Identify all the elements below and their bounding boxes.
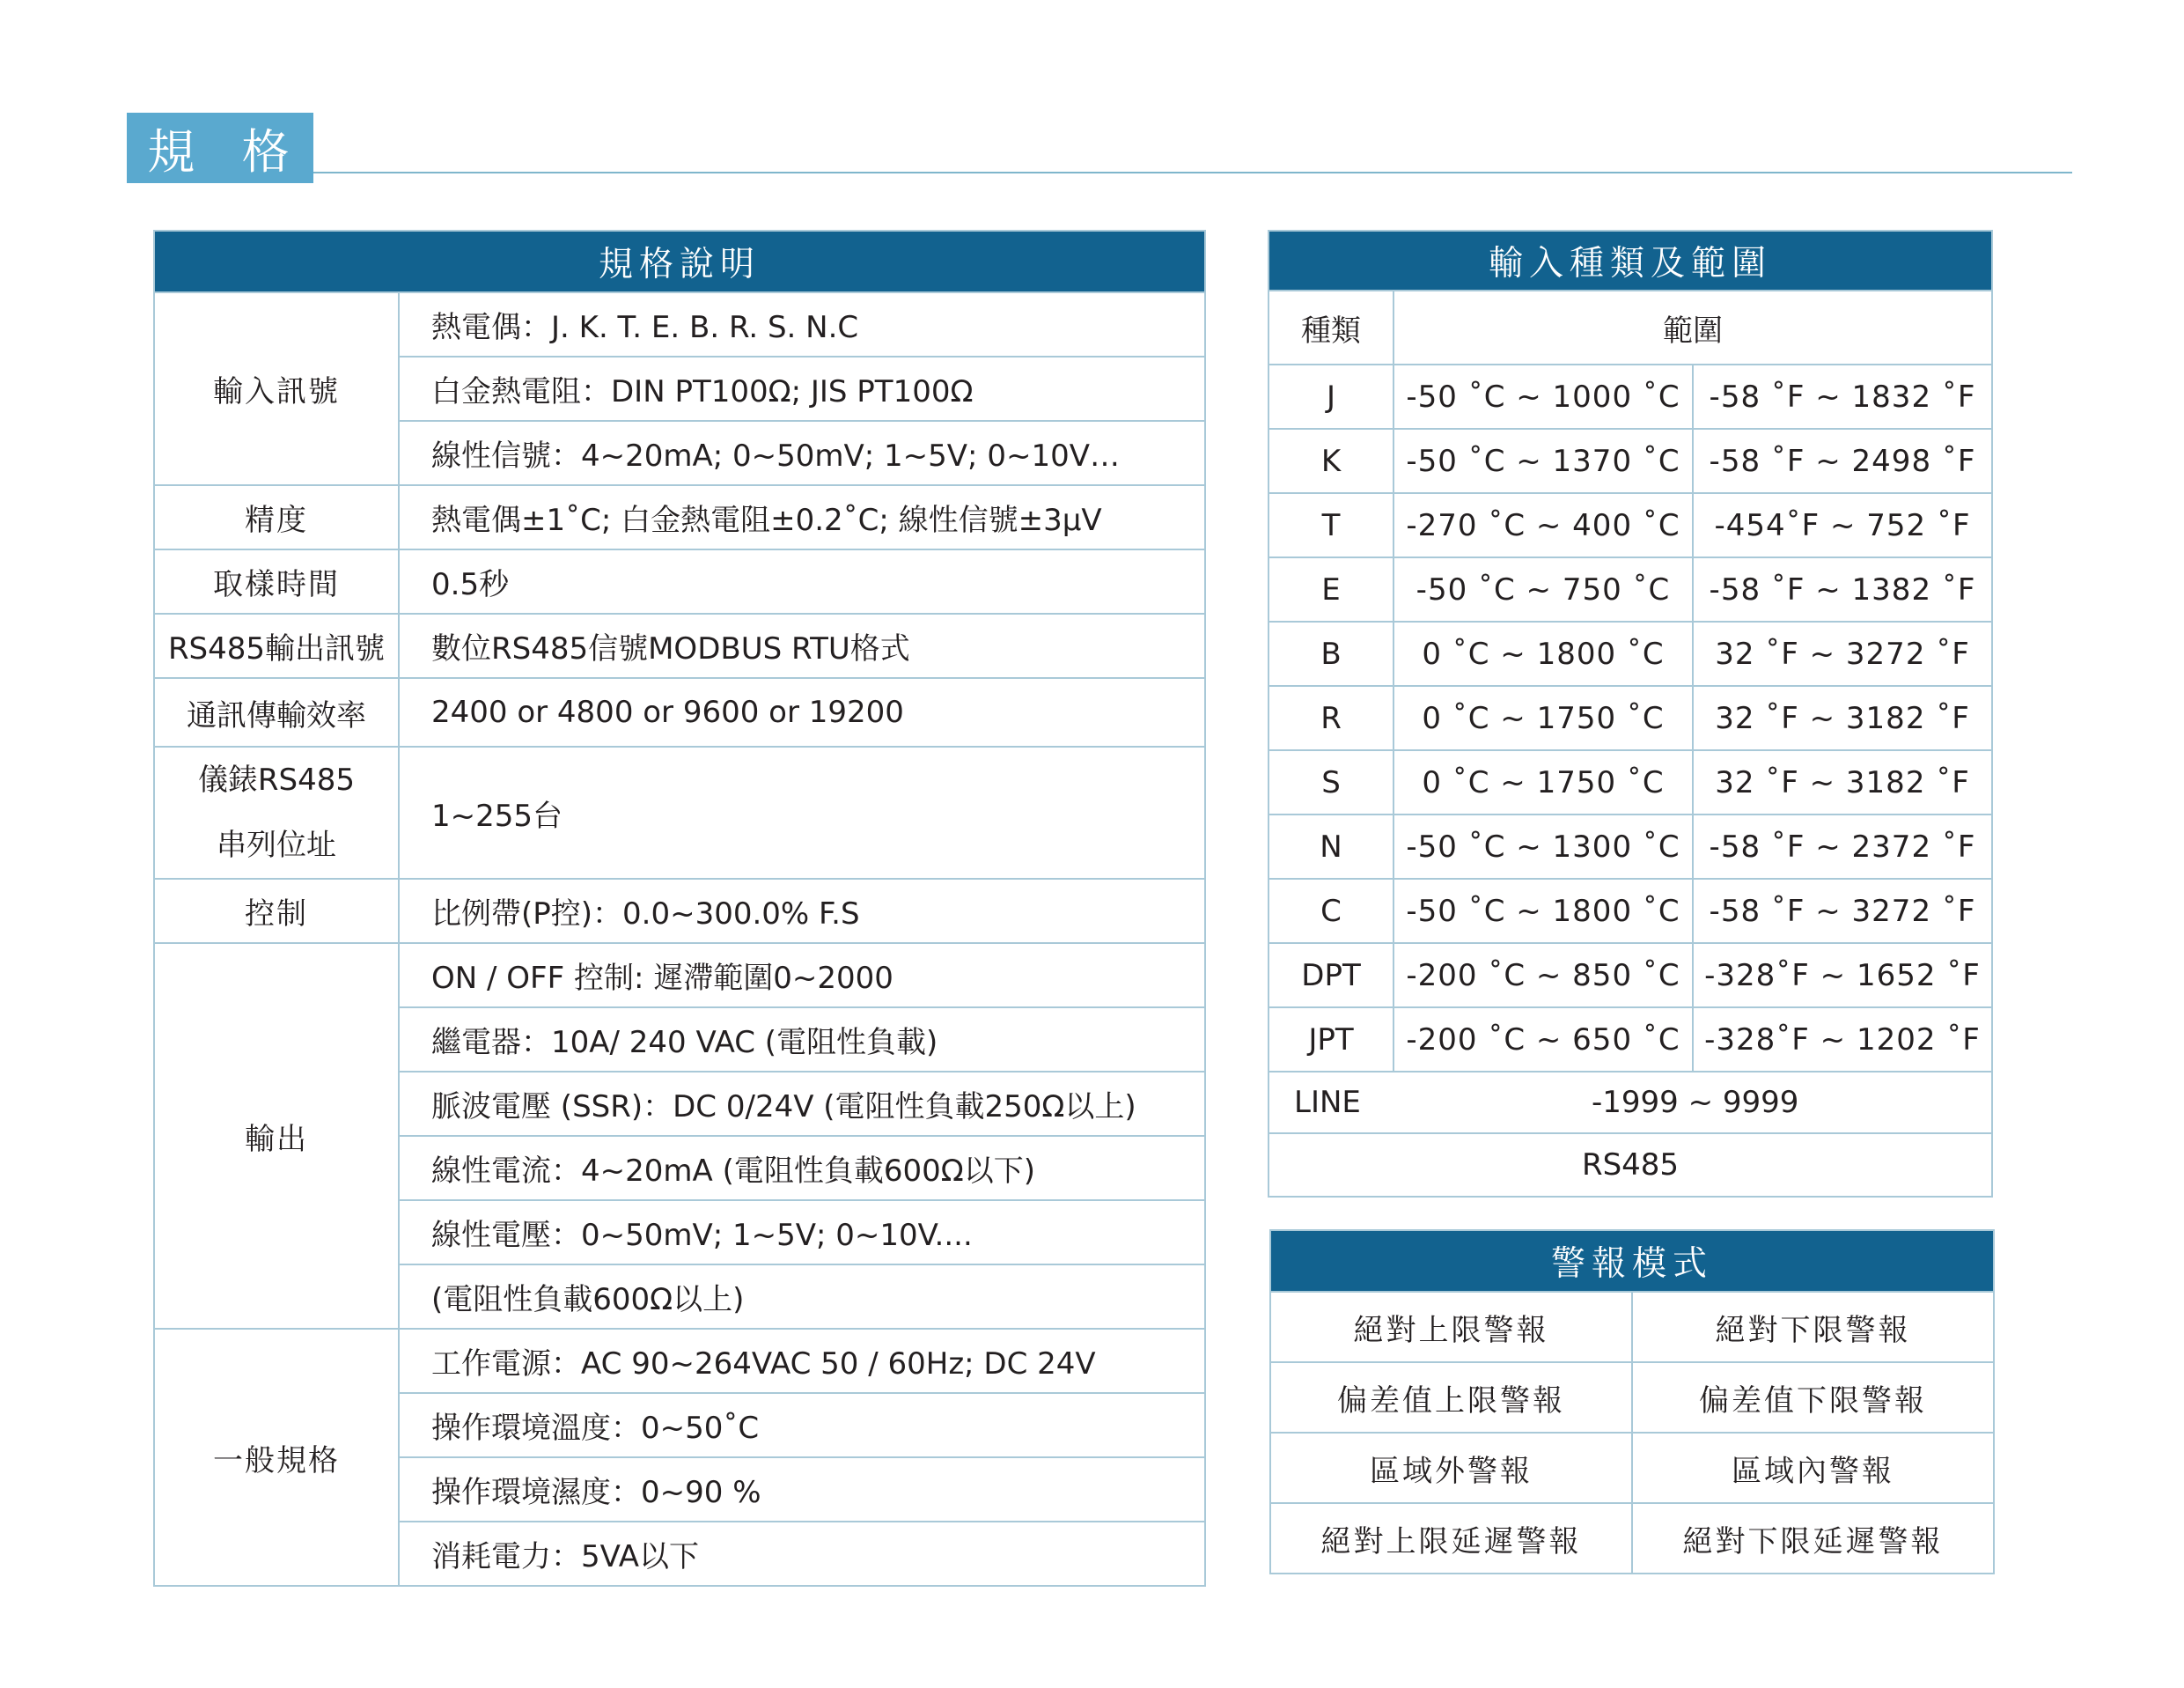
spec-value: 線性電流：4~20mA (電阻性負載600Ω以下) — [399, 1136, 1205, 1200]
range-celsius: 0 ˚C ~ 1800 ˚C — [1393, 622, 1693, 686]
spec-label-input: 輸入訊號 — [154, 292, 399, 485]
spec-value: 1~255台 — [399, 747, 1205, 879]
range-celsius: 0 ˚C ~ 1750 ˚C — [1393, 750, 1693, 815]
range-celsius: -200 ˚C ~ 850 ˚C — [1393, 943, 1693, 1007]
range-celsius: -50 ˚C ~ 1370 ˚C — [1393, 429, 1693, 493]
spec-label-output: 輸出 — [154, 943, 399, 1329]
range-type: DPT — [1268, 943, 1393, 1007]
spec-value: (電阻性負載600Ω以上) — [399, 1264, 1205, 1329]
line-label: LINE — [1294, 1085, 1361, 1120]
range-type: K — [1268, 429, 1393, 493]
spec-label-baud: 通訊傳輸效率 — [154, 678, 399, 747]
range-fahrenheit: -58 ˚F ~ 1832 ˚F — [1693, 365, 1992, 429]
range-type: R — [1268, 686, 1393, 750]
spec-value: 工作電源：AC 90~264VAC 50 / 60Hz; DC 24V — [399, 1329, 1205, 1393]
spec-table — [153, 230, 1206, 1587]
spec-label-address-line1: 儀錶RS485 — [197, 763, 356, 798]
range-fahrenheit: 32 ˚F ~ 3182 ˚F — [1693, 750, 1992, 815]
range-fahrenheit: -58 ˚F ~ 2372 ˚F — [1693, 815, 1992, 879]
spec-value: ON / OFF 控制: 遲滯範圍0~2000 — [399, 943, 1205, 1007]
spec-label-address — [154, 747, 399, 879]
spec-value: 消耗電力：5VA以下 — [399, 1522, 1205, 1586]
alarm-mode-cell: 區域外警報 — [1270, 1433, 1632, 1503]
input-range-header: 輸入種類及範圍 — [1268, 231, 1992, 291]
rs485-row: RS485 — [1268, 1133, 1992, 1197]
range-type: E — [1268, 557, 1393, 622]
range-type: JPT — [1268, 1007, 1393, 1072]
input-range-table — [1268, 230, 1993, 1198]
range-fahrenheit: 32 ˚F ~ 3182 ˚F — [1693, 686, 1992, 750]
line-row — [1268, 1072, 1992, 1133]
range-celsius: -50 ˚C ~ 1300 ˚C — [1393, 815, 1693, 879]
range-celsius: 0 ˚C ~ 1750 ˚C — [1393, 686, 1693, 750]
line-range: -1999 ~ 9999 — [1592, 1085, 1799, 1120]
alarm-mode-cell: 區域內警報 — [1632, 1433, 1994, 1503]
range-fahrenheit: -58 ˚F ~ 1382 ˚F — [1693, 557, 1992, 622]
col-type-header: 種類 — [1268, 291, 1393, 365]
spec-label-rs485-output: RS485輸出訊號 — [154, 614, 399, 678]
spec-value: 繼電器：10A/ 240 VAC (電阻性負載) — [399, 1007, 1205, 1072]
range-type: J — [1268, 365, 1393, 429]
range-type: T — [1268, 493, 1393, 557]
alarm-mode-cell: 絕對上限延遲警報 — [1270, 1503, 1632, 1574]
spec-value: 線性信號：4~20mA; 0~50mV; 1~5V; 0~10V… — [399, 421, 1205, 485]
range-type: S — [1268, 750, 1393, 815]
spec-value: 熱電偶：J. K. T. E. B. R. S. N.C — [399, 292, 1205, 357]
range-fahrenheit: 32 ˚F ~ 3272 ˚F — [1693, 622, 1992, 686]
alarm-mode-cell: 絕對下限延遲警報 — [1632, 1503, 1994, 1574]
range-fahrenheit: -454˚F ~ 752 ˚F — [1693, 493, 1992, 557]
range-celsius: -50 ˚C ~ 750 ˚C — [1393, 557, 1693, 622]
alarm-mode-header: 警報模式 — [1270, 1230, 1994, 1292]
spec-label-sampling: 取樣時間 — [154, 549, 399, 614]
alarm-mode-cell: 偏差值下限警報 — [1632, 1362, 1994, 1433]
range-celsius: -270 ˚C ~ 400 ˚C — [1393, 493, 1693, 557]
spec-label-control: 控制 — [154, 879, 399, 943]
spec-value: 2400 or 4800 or 9600 or 19200 — [399, 678, 1205, 747]
spec-value: 0.5秒 — [399, 549, 1205, 614]
spec-value: 白金熱電阻：DIN PT100Ω; JIS PT100Ω — [399, 357, 1205, 421]
spec-value: 線性電壓：0~50mV; 1~5V; 0~10V.... — [399, 1200, 1205, 1264]
alarm-mode-cell: 絕對下限警報 — [1632, 1292, 1994, 1362]
spec-label-address-line2: 串列位址 — [217, 828, 336, 863]
spec-value: 比例帶(P控)：0.0~300.0% F.S — [399, 879, 1205, 943]
range-fahrenheit: -58 ˚F ~ 3272 ˚F — [1693, 879, 1992, 943]
section-title-rule — [313, 172, 2072, 173]
alarm-mode-table — [1269, 1229, 1995, 1574]
range-fahrenheit: -328˚F ~ 1202 ˚F — [1693, 1007, 1992, 1072]
col-range-header: 範圍 — [1393, 291, 1992, 365]
section-title-tab: 規 格 — [127, 113, 313, 183]
range-celsius: -50 ˚C ~ 1800 ˚C — [1393, 879, 1693, 943]
alarm-mode-cell: 絕對上限警報 — [1270, 1292, 1632, 1362]
spec-label-accuracy: 精度 — [154, 485, 399, 549]
spec-value: 熱電偶±1˚C; 白金熱電阻±0.2˚C; 線性信號±3μV — [399, 485, 1205, 549]
range-type: B — [1268, 622, 1393, 686]
spec-value: 數位RS485信號MODBUS RTU格式 — [399, 614, 1205, 678]
spec-value: 脈波電壓 (SSR)：DC 0/24V (電阻性負載250Ω以上) — [399, 1072, 1205, 1136]
alarm-mode-cell: 偏差值上限警報 — [1270, 1362, 1632, 1433]
range-fahrenheit: -328˚F ~ 1652 ˚F — [1693, 943, 1992, 1007]
spec-value: 操作環境溫度：0~50˚C — [399, 1393, 1205, 1457]
range-celsius: -50 ˚C ~ 1000 ˚C — [1393, 365, 1693, 429]
range-fahrenheit: -58 ˚F ~ 2498 ˚F — [1693, 429, 1992, 493]
range-celsius: -200 ˚C ~ 650 ˚C — [1393, 1007, 1693, 1072]
spec-table-header: 規格說明 — [154, 231, 1205, 292]
spec-value: 操作環境濕度：0~90 % — [399, 1457, 1205, 1522]
range-type: C — [1268, 879, 1393, 943]
spec-label-general: 一般規格 — [154, 1329, 399, 1586]
range-type: N — [1268, 815, 1393, 879]
